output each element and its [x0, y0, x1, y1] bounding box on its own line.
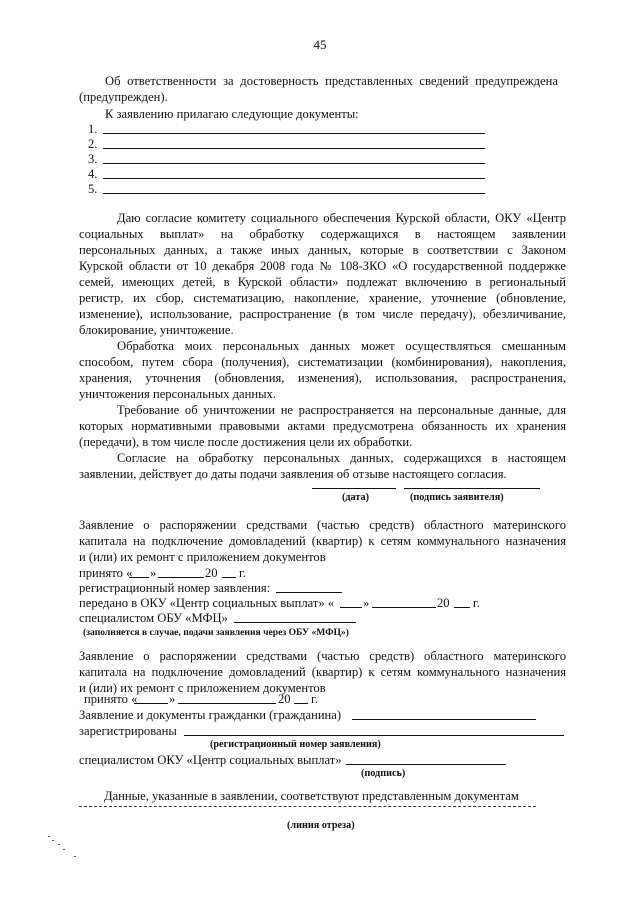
section1-transferred-prefix: передано в ОКУ «Центр социальных выплат» « [79, 596, 335, 610]
attachment-field-1[interactable] [103, 133, 485, 134]
section2-accepted-year-field[interactable] [294, 703, 308, 704]
attachment-field-3[interactable] [103, 163, 485, 164]
section2-docs-label: Заявление и документы гражданки (гражданина) [79, 708, 342, 722]
responsibility-line-1: Об ответственности за достоверность представленных сведений предупреждена [105, 74, 558, 88]
section1-transferred-day-field[interactable] [340, 607, 362, 608]
section2-registered-label: зарегистрированы [79, 724, 177, 738]
section1-accepted-year: 20 [205, 566, 218, 580]
section1-specialist-field[interactable] [234, 622, 356, 623]
consent-p1-line: блокирование, уничтожение. [79, 323, 234, 337]
consent-p3-line: которых нормативными правовыми актами предусмотрена обязанность их хранения [79, 419, 566, 433]
consent-p1-line: Даю согласие комитету социального обеспечения Курской области, ОКУ «Центр [117, 211, 566, 225]
section1-accepted-day-field[interactable] [129, 577, 149, 578]
responsibility-line-2: (предупрежден). [79, 90, 168, 104]
section2-reg-number-caption: (регистрационный номер заявления) [210, 739, 381, 750]
consent-p2-line: способом, путем сбора (получения), систематизации (комбинирования), накопления, [79, 355, 566, 369]
section2-accepted-day-field[interactable] [134, 703, 168, 704]
consent-p2-line: уничтожения персональных данных. [79, 387, 276, 401]
footer-statement: Данные, указанные в заявлении, соответствуют представленным документам [104, 789, 519, 803]
consent-p4-line: Согласие на обработку персональных данных, содержащихся в настоящем [117, 451, 566, 465]
attachment-field-2[interactable] [103, 148, 485, 149]
cut-line-caption: (линия отреза) [287, 820, 355, 831]
section1-accepted-prefix: принято « [79, 566, 133, 580]
section2-accepted-month-field[interactable] [178, 703, 276, 704]
cut-line [79, 806, 536, 807]
section1-title-line: и (или) их ремонт с приложением документов [79, 550, 326, 564]
section2-reg-number-field[interactable] [184, 735, 564, 736]
section1-title-line: Заявление о распоряжении средствами (частью средств) областного материнского [79, 518, 566, 532]
attachment-field-5[interactable] [103, 193, 485, 194]
section2-title-line: Заявление о распоряжении средствами (частью средств) областного материнского [79, 649, 566, 663]
section1-reg-number-label: регистрационный номер заявления: [79, 581, 271, 595]
section1-transferred-suffix: г. [473, 596, 480, 610]
section2-signature-caption: (подпись) [361, 768, 406, 779]
section1-transferred-month-field[interactable] [372, 607, 436, 608]
consent-p1-line: Курской области от 10 декабря 2008 года № 108-ЗКО «О государственной поддержке [79, 259, 566, 273]
section1-accepted-year-field[interactable] [222, 577, 236, 578]
date-field[interactable] [312, 488, 396, 489]
section2-accepted-year: 20 [278, 692, 291, 706]
consent-p1-line: социальных выплат» на обработку содержащихся в настоящем заявлении [79, 227, 566, 241]
section1-transferred-mid: » [363, 596, 370, 610]
consent-p2-line: хранения, уточнения (обновления, изменения), использования, распространения, [79, 371, 566, 385]
section1-reg-number-field[interactable] [276, 592, 342, 593]
applicant-signature-field[interactable] [404, 488, 540, 489]
section2-title-line: и (или) их ремонт с приложением документов [79, 681, 326, 695]
section2-accepted-suffix: г. [311, 692, 318, 706]
attachments-heading: К заявлению прилагаю следующие документы: [105, 107, 359, 121]
attachment-number-3: 3. [88, 152, 98, 166]
consent-p4-line: заявлении, действует до даты подачи заявления об отзыве настоящего согласия. [79, 467, 507, 481]
section1-accepted-suffix: г. [239, 566, 246, 580]
section2-accepted-prefix: принято « [84, 692, 138, 706]
consent-p1-line: изменение), использование, распространение (в том числе передачу), обезличивание, [79, 307, 566, 321]
section1-transferred-year-field[interactable] [454, 607, 470, 608]
consent-p1-line: семей, имеющих детей, в Курской области» подлежат включению в региональный [79, 275, 566, 289]
consent-p3-line: Требование об уничтожении не распространяется на персональные данные, для [117, 403, 566, 417]
applicant-signature-caption: (подпись заявителя) [410, 492, 504, 503]
consent-p2-line: Обработка моих персональных данных может осуществляться смешанным [117, 339, 566, 353]
consent-p1-line: персональных данных, а также иных данных, которые в соответствии с Законом [79, 243, 566, 257]
attachment-number-2: 2. [88, 137, 98, 151]
date-caption: (дата) [342, 492, 369, 503]
section2-citizen-name-field[interactable] [352, 719, 536, 720]
attachment-number-5: 5. [88, 182, 98, 196]
section2-title-line: капитала на подключение домовладений (квартир) к сетям коммунального назначения [79, 665, 566, 679]
section2-accepted-mid: » [169, 692, 176, 706]
attachment-number-4: 4. [88, 167, 98, 181]
section1-specialist-label: специалистом ОБУ «МФЦ» [79, 611, 228, 625]
section1-accepted-mid: » [150, 566, 157, 580]
section1-transferred-year: 20 [437, 596, 450, 610]
consent-p3-line: (передачи), в том числе после достижения цели их обработки. [79, 435, 413, 449]
section1-accepted-month-field[interactable] [158, 577, 204, 578]
consent-p1-line: регистр, их сбор, систематизацию, накопление, хранение, уточнение (обновление, [79, 291, 566, 305]
attachment-field-4[interactable] [103, 178, 485, 179]
attachment-number-1: 1. [88, 122, 98, 136]
section1-title-line: капитала на подключение домовладений (квартир) к сетям коммунального назначения [79, 534, 566, 548]
page-number: 45 [313, 37, 327, 52]
section1-note: (заполняется в случае, подачи заявления через ОБУ «МФЦ») [83, 627, 349, 638]
section2-specialist-label: специалистом ОКУ «Центр социальных выплат» [79, 753, 342, 767]
section2-specialist-signature-field[interactable] [346, 764, 506, 765]
